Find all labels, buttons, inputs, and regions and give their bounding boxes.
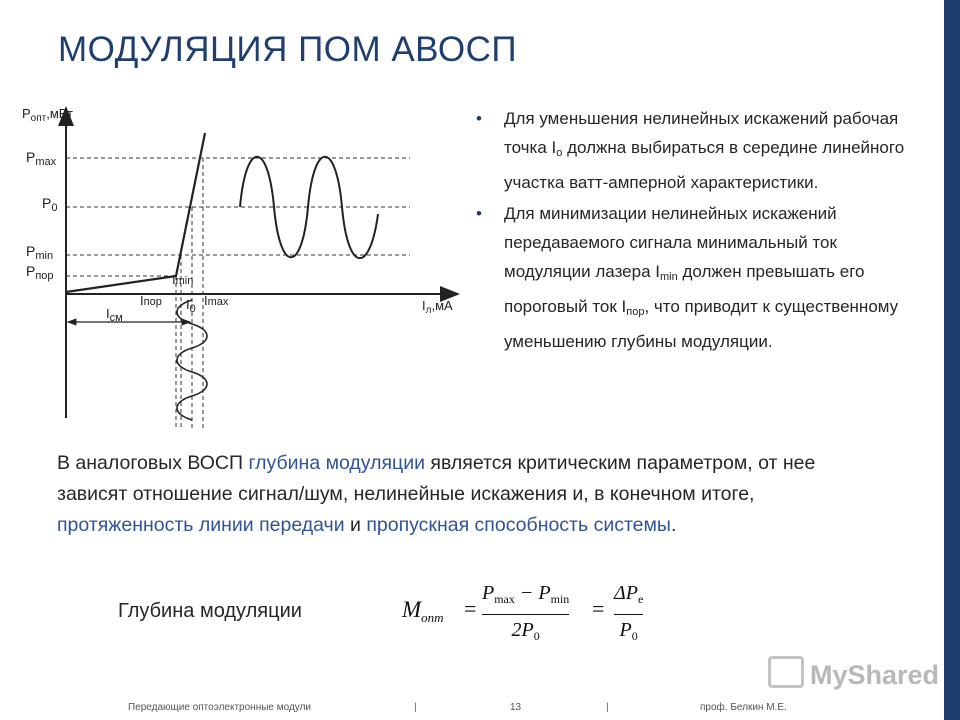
characteristic-curve — [66, 133, 205, 292]
bullet-item-min-current: • Для минимизации нелинейных искажений передаваемого сигнала минимальный ток модуляции лазера $I_{min}$ должен превышать его пороговый ток $I_{пор}$, что приводит к существенному уменьшению глубины модуляции. — [470, 199, 920, 356]
formula-equals-2: = — [592, 596, 605, 621]
footer-separator-2: | — [606, 702, 609, 713]
bullet-item-operating-point: • Для уменьшения нелинейных искажений рабочая точка $I_o$ должна выбираться в середине линейного участка ватт-амперной характеристики. — [470, 104, 920, 197]
right-edge-bar — [944, 0, 960, 720]
watermark-logo: MyShared — [768, 656, 939, 691]
bullet-dot-icon: • — [476, 109, 482, 128]
imax-label: Imax — [204, 293, 229, 308]
output-sine-wave — [240, 157, 378, 258]
ism-label: $I_{см}$ — [106, 306, 123, 324]
highlight-capacity: пропускная способность системы — [366, 514, 671, 536]
formula-equals-1: = — [464, 596, 477, 621]
x-axis-label: $I_л,мА$ — [422, 298, 453, 316]
formula-fraction-2: $\Delta P_e$ $P_0$ — [614, 582, 644, 644]
formula-m: $M_{опт}$ — [402, 597, 444, 625]
footer-left: Передающие оптоэлектронные модули — [128, 702, 312, 713]
footer-page-number: 13 — [510, 702, 522, 713]
pmin-label: $P_{min}$ — [26, 243, 54, 262]
i0-label: $I_0$ — [186, 297, 196, 315]
ppor-label: $P_{пор}$ — [26, 263, 54, 282]
ipor-label: Iпор — [140, 293, 162, 308]
modulation-depth-formula — [402, 580, 662, 650]
formula-fraction-1: $P_{max} - P_{min}$ $2P_0$ — [482, 582, 570, 644]
watt-ampere-graph — [0, 0, 470, 440]
highlight-modulation-depth: глубина модуляции — [248, 452, 425, 474]
pmax-label: $P_{max}$ — [26, 149, 57, 168]
footer-author: проф. Белкин М.Е. — [700, 702, 787, 713]
p0-label: $P_0$ — [42, 195, 58, 214]
slide-title: МОДУЛЯЦИЯ ПОМ АВОСП — [58, 30, 518, 69]
bullet-list — [470, 104, 920, 358]
modulation-depth-label: Глубина модуляции — [118, 600, 302, 622]
highlight-line-length: протяженность линии передачи — [57, 514, 345, 536]
footer-separator-1: | — [414, 702, 417, 713]
watermark-screen-icon — [768, 656, 804, 688]
main-paragraph: В аналоговых ВОСП глубина модуляции является критическим параметром, от нее зависят отношение сигнал/шум, нелинейные искажения и, в конечном итоге, протяженность линии передачи и пропускная способность системы. — [57, 452, 816, 536]
imin-label: Imin — [172, 272, 194, 287]
bullet-dot-icon: • — [476, 204, 482, 223]
y-axis-label: $P_{опт},мВт$ — [22, 106, 73, 124]
